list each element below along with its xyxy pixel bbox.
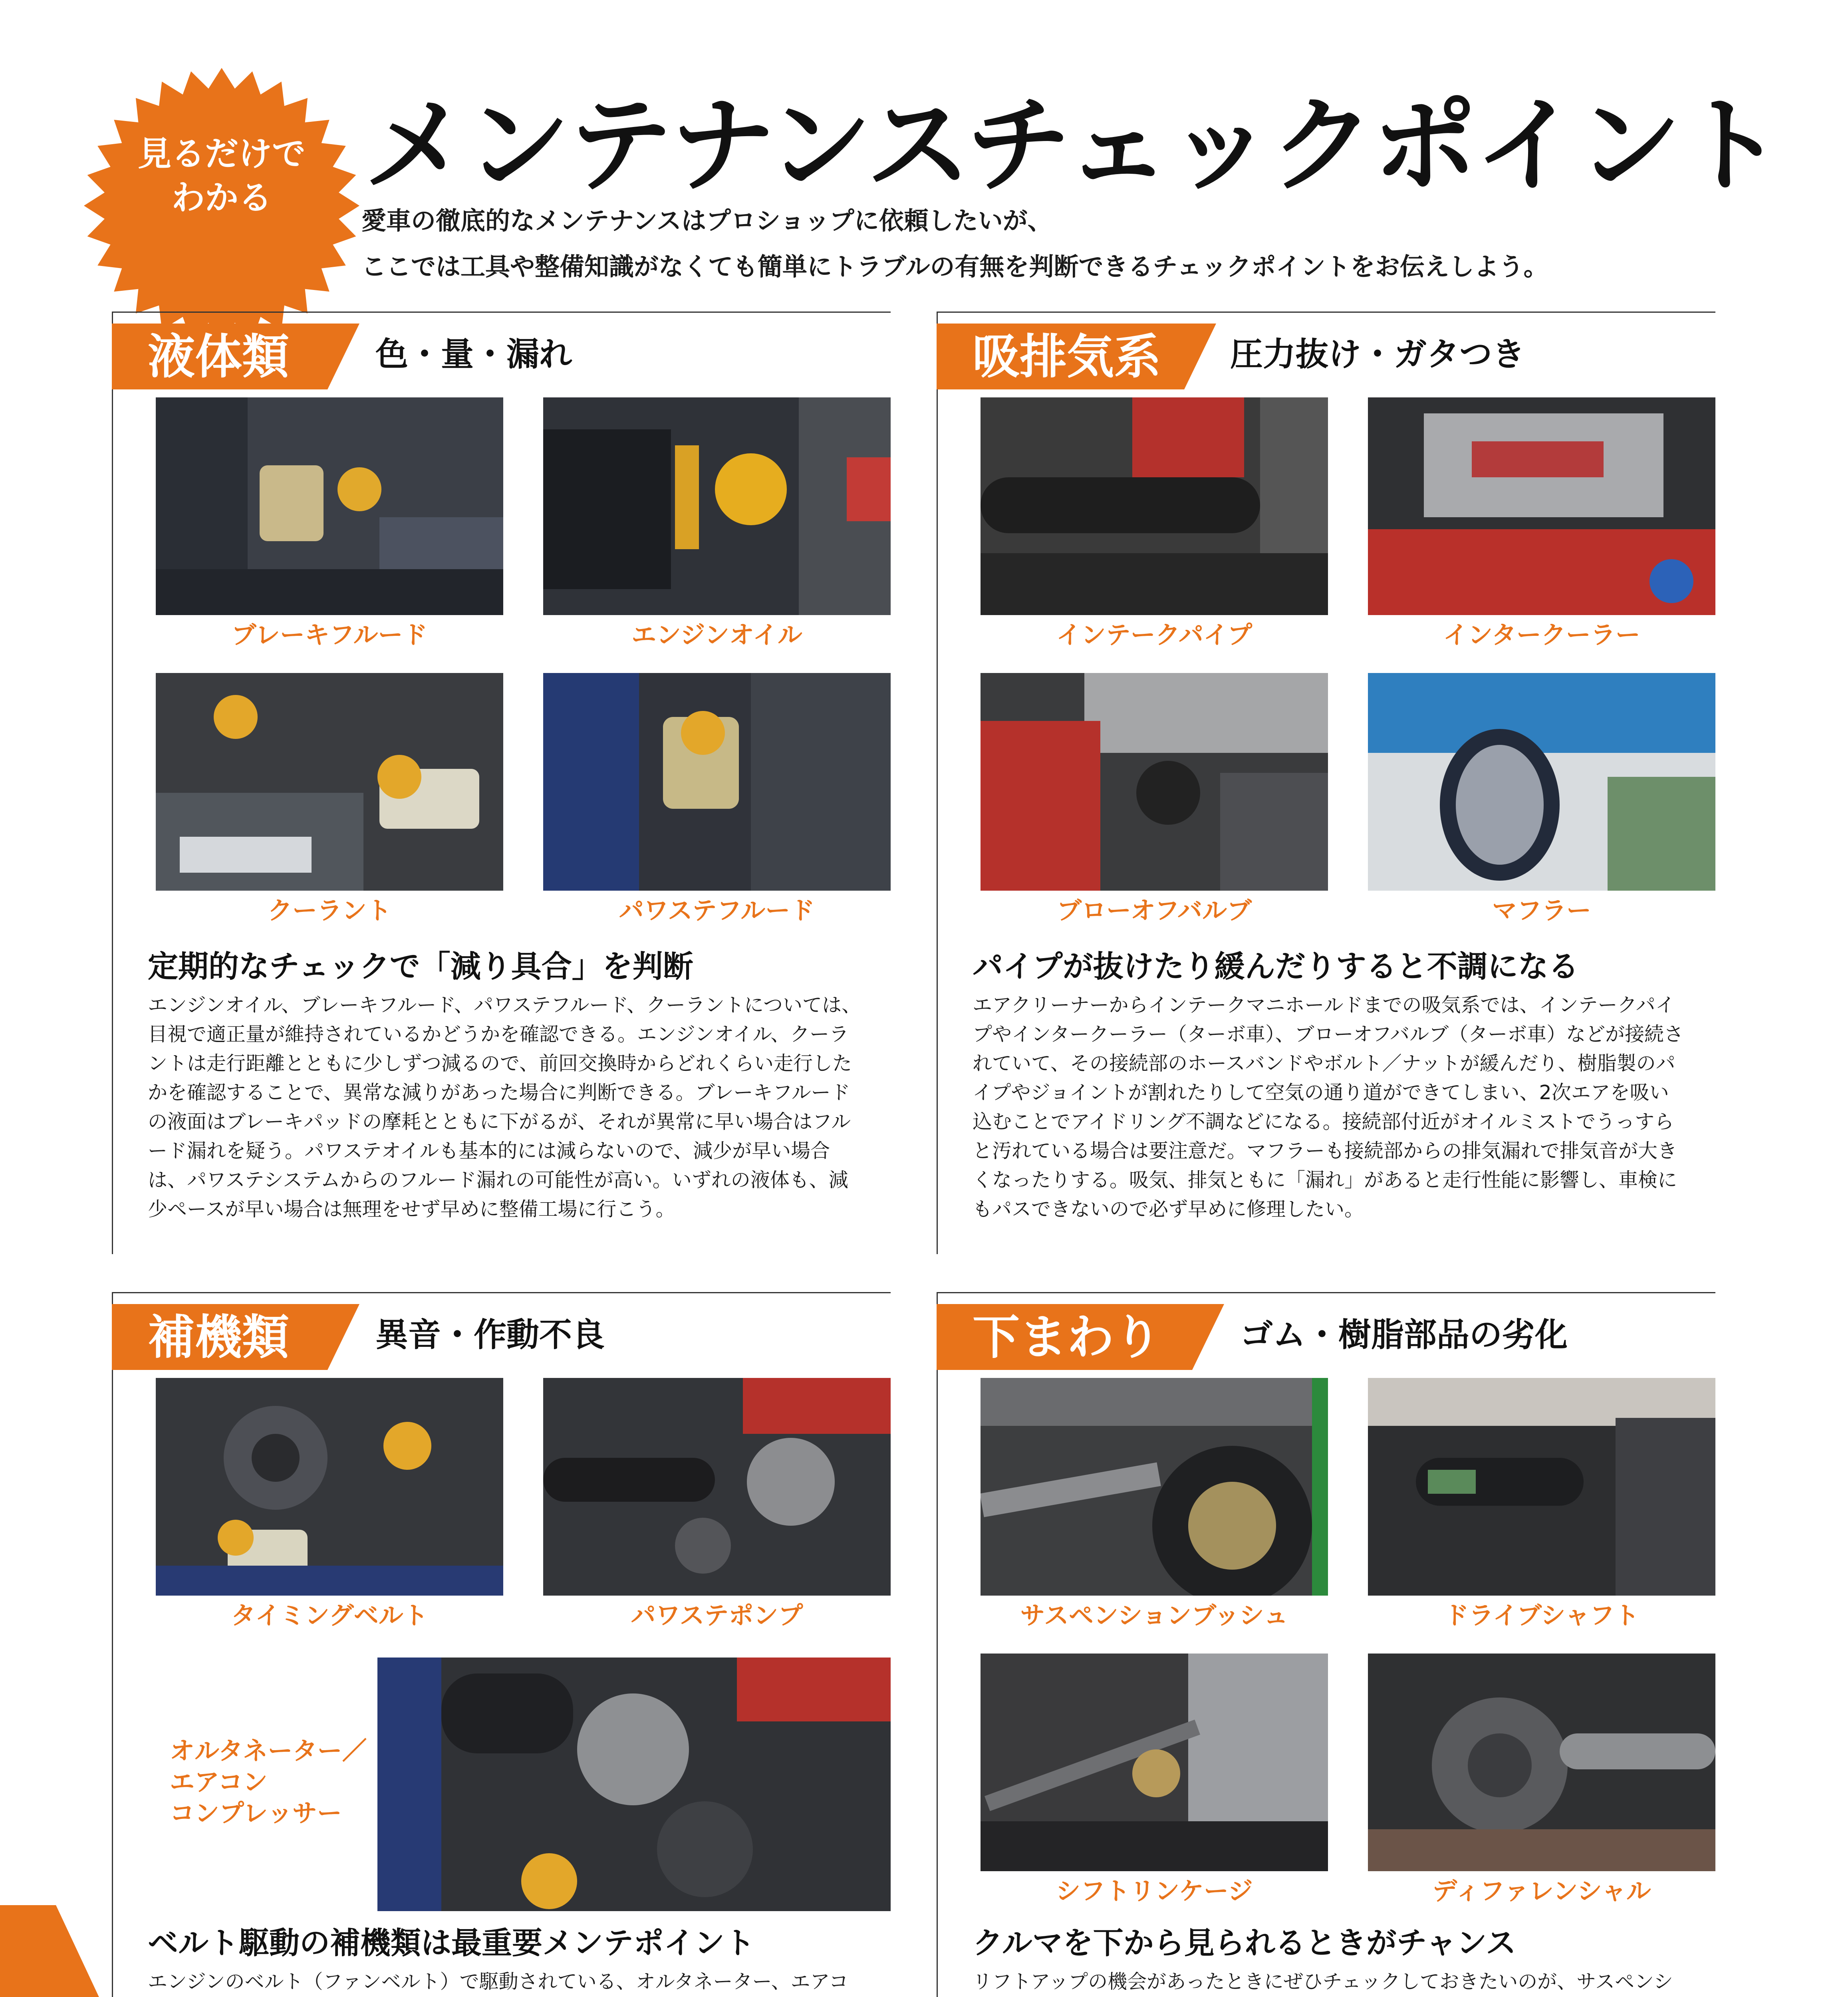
caption-blow-off-valve: ブローオフバルブ: [1057, 896, 1252, 925]
section-body: エンジンオイル、ブレーキフルード、パワステフルード、クーラントについては、目視で適正量が維持されているかどうかを確認できる。エンジンオイル、クーラントは走行距離とともに少しずつ減るので、前回交換時からどれくらい走行したかを確認することで、異常な減りがあった場合に判断できる。ブレーキフルードの液面はブレーキパッドの摩耗とともに下がるが、それが異常に早い場合はフルード漏れを疑う。パワステオイルも基本的には減らないので、減少が早い場合は、パワステシステムからのフルード漏れの可能性が高い。いずれの液体も、減少ペースが早い場合は無理をせず早めに整備工場に行こう。: [148, 994, 861, 1221]
photo-engine-oil: [543, 397, 891, 615]
section-tab-label: 吸排気系: [973, 329, 1161, 384]
photo-blow-off-valve: [981, 673, 1328, 891]
photo-drive-shaft: [1368, 1378, 1715, 1596]
section-subtitle: 圧力抜け・ガタつき: [1230, 335, 1525, 373]
photo-coolant: [156, 673, 503, 891]
caption-muffler: マフラー: [1492, 896, 1591, 925]
caption-intercooler: インタークーラー: [1443, 620, 1640, 649]
section-subtitle: ゴム・樹脂部品の劣化: [1240, 1316, 1568, 1354]
photo-intercooler: [1368, 397, 1715, 615]
caption-suspension-bush: サスペンションブッシュ: [1020, 1601, 1288, 1630]
section-subtitle: 色・量・漏れ: [375, 335, 572, 373]
caption-engine-oil: エンジンオイル: [631, 620, 802, 649]
photo-suspension-bush: [981, 1378, 1328, 1596]
section-body: エアクリーナーからインテークマニホールドまでの吸気系では、インテークパイプやインタークーラー（ターボ車）、ブローオフバルブ（ターボ車）などが接続されていて、その接続部のホースバンドやボルト／ナットが緩んだり、樹脂製のパイプやジョイントが割れたりして空気の通り道ができてしまい、2次エアを吸い込むことでアイドリング不調などになる。接続部付近がオイルミストでうっすらと汚れている場合は要注意だ。マフラーも接続部からの排気漏れで排気音が大きくなったりする。吸気、排気ともに「漏れ」があると走行性能に影響し、車検にもパスできないので必ず早めに修理したい。: [973, 994, 1684, 1221]
page-lead: 愛車の徹底的なメンテナンスはプロショップに依頼したいが、 ここでは工具や整備知識がなくても簡単にトラブルの有無を判断できるチェックポイントをお伝えしよう。: [361, 206, 1548, 281]
caption-power-steering-pump: パワステポンプ: [631, 1601, 803, 1630]
section-heading: クルマを下から見られるときがチャンス: [973, 1925, 1517, 1961]
section-heading: 定期的なチェックで「減り具合」を判断: [148, 949, 693, 984]
caption-coolant: クーラント: [267, 896, 391, 925]
badge-label: 見るだけで わかる: [137, 134, 306, 217]
photo-power-steering-pump: [543, 1378, 891, 1596]
section-heading: ベルト駆動の補機類は最重要メンテポイント: [148, 1925, 755, 1961]
section-tab-label: 補機類: [148, 1310, 290, 1365]
section-accessories: [112, 1292, 891, 1997]
photo-brake-fluid: [156, 397, 503, 615]
caption-differential: ディファレンシャル: [1432, 1876, 1651, 1906]
caption-intake-pipe: インテークパイプ: [1056, 620, 1253, 649]
section-heading: パイプが抜けたり緩んだりすると不調になる: [973, 949, 1579, 984]
section-body: エンジンのベルト（ファンベルト）で駆動されている、オルタネーター、エアコ: [148, 1970, 849, 1993]
photo-muffler: [1368, 673, 1715, 891]
section-intake-exhaust: [937, 312, 1715, 1254]
photo-timing-belt: [156, 1378, 503, 1596]
caption-shift-linkage: シフトリンケージ: [1056, 1876, 1253, 1906]
caption-alternator-ac-compressor: オルタネーター／ エアコン コンプレッサー: [170, 1736, 367, 1828]
page-title: メンテナンスチェックポイント: [363, 85, 1781, 206]
photo-intake-pipe: [981, 397, 1328, 615]
caption-power-steering-fluid: パワステフルード: [619, 896, 815, 925]
section-underbody: [937, 1292, 1715, 1997]
section-body: リフトアップの機会があったときにぜひチェックしておきたいのが、サスペンシ: [973, 1970, 1673, 1993]
photo-shift-linkage: [981, 1654, 1328, 1871]
photo-differential: [1368, 1654, 1715, 1871]
photo-power-steering-fluid: [543, 673, 891, 891]
section-tab-label: 下まわり: [973, 1310, 1161, 1365]
caption-brake-fluid: ブレーキフルード: [231, 620, 428, 649]
section-fluids: [112, 312, 891, 1254]
caption-timing-belt: タイミングベルト: [231, 1601, 428, 1630]
caption-drive-shaft: ドライブシャフト: [1444, 1601, 1640, 1630]
section-tab-label: 液体類: [148, 329, 290, 384]
section-subtitle: 異音・作動不良: [375, 1316, 605, 1354]
photo-alternator-ac-compressor: [377, 1658, 891, 1911]
